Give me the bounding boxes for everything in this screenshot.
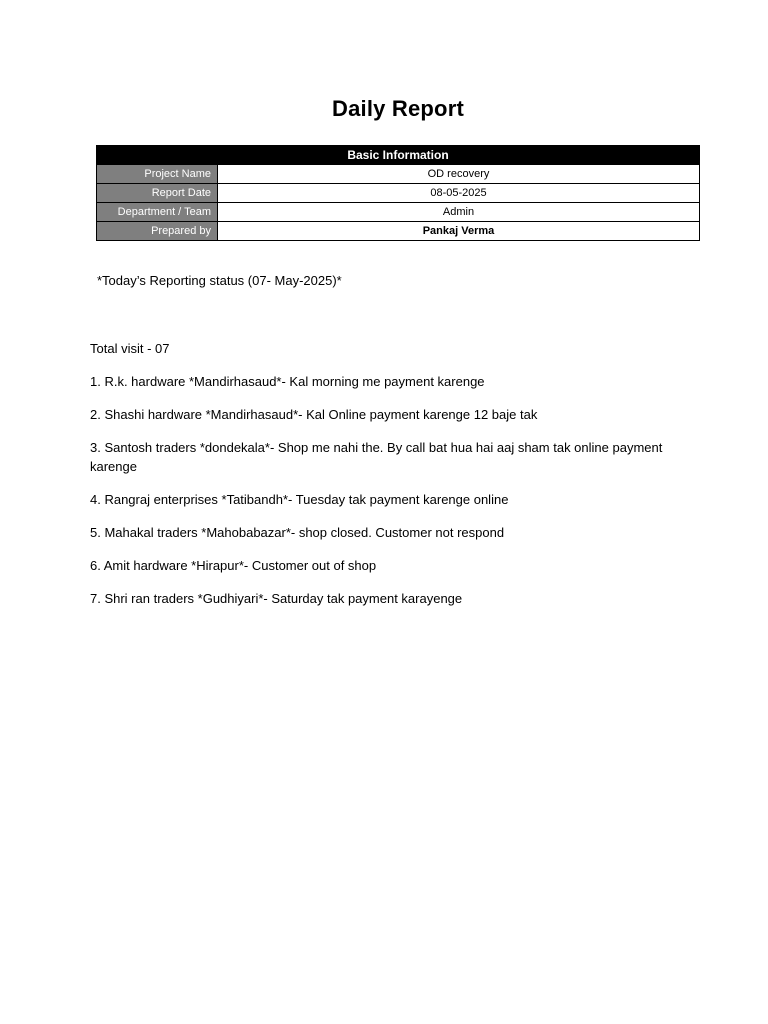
list-item: 4. Rangraj enterprises *Tatibandh*- Tuesday tak payment karenge online (90, 492, 509, 507)
row-value-report-date: 08-05-2025 (218, 184, 700, 203)
list-item: 7. Shri ran traders *Gudhiyari*- Saturday tak payment karayenge (90, 591, 463, 606)
basic-information-table (96, 145, 700, 241)
table-row (97, 203, 700, 222)
row-label-prepared-by: Prepared by (97, 222, 218, 241)
row-label-report-date: Report Date (97, 184, 218, 203)
row-value-department: Admin (218, 203, 700, 222)
total-visit-line: Total visit - 07 (90, 341, 170, 356)
row-value-prepared-by: Pankaj Verma (218, 222, 700, 241)
table-header-row (97, 146, 700, 165)
page-title: Daily Report (332, 96, 464, 121)
list-item: 6. Amit hardware *Hirapur*- Customer out of shop (90, 558, 377, 573)
list-item: 5. Mahakal traders *Mahobabazar*- shop closed. Customer not respond (90, 525, 505, 540)
list-item: 2. Shashi hardware *Mandirhasaud*- Kal Online payment karenge 12 baje tak (90, 407, 538, 422)
table-row (97, 165, 700, 184)
table-row (97, 222, 700, 241)
row-label-project-name: Project Name (97, 165, 218, 184)
table-row (97, 184, 700, 203)
table-header: Basic Information (97, 146, 700, 165)
reporting-status-line: *Today’s Reporting status (07- May-2025)* (97, 273, 342, 288)
row-value-project-name: OD recovery (218, 165, 700, 184)
list-item: 1. R.k. hardware *Mandirhasaud*- Kal morning me payment karenge (90, 374, 485, 389)
row-label-department: Department / Team (97, 203, 218, 222)
list-item: 3. Santosh traders *dondekala*- Shop me nahi the. By call bat hua hai aaj sham tak online payment karenge (90, 440, 663, 474)
report-body (90, 339, 670, 622)
